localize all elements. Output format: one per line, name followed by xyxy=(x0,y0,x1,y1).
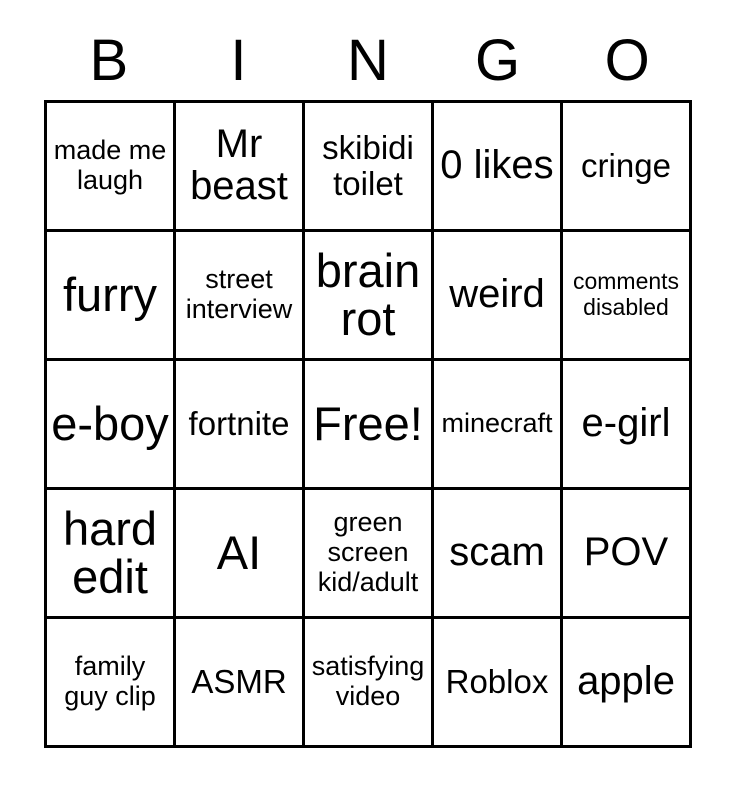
bingo-row xyxy=(47,490,692,619)
bingo-cell-label: minecraft xyxy=(441,408,553,439)
bingo-cell[interactable] xyxy=(563,490,692,619)
bingo-cell-label: hard edit xyxy=(62,502,158,603)
bingo-cell[interactable] xyxy=(176,619,305,748)
bingo-cell-label: scam xyxy=(449,530,545,575)
bingo-cell[interactable] xyxy=(47,490,176,619)
bingo-cell-label: 0 likes xyxy=(440,143,554,188)
bingo-cell[interactable] xyxy=(305,490,434,619)
bingo-cell-label: cringe xyxy=(581,147,671,185)
bingo-cell-label: satisfying video xyxy=(311,651,425,711)
header-letter-g: G xyxy=(475,28,521,93)
bingo-cell-label: Mr beast xyxy=(190,122,288,208)
bingo-cell-label: fortnite xyxy=(188,405,290,443)
bingo-cell[interactable] xyxy=(305,232,434,361)
bingo-cell-label: e-girl xyxy=(581,401,671,446)
bingo-cell-label: Free! xyxy=(313,397,423,451)
header-letter-o: O xyxy=(604,28,650,93)
bingo-cell-label: made me laugh xyxy=(53,135,167,195)
bingo-cell[interactable] xyxy=(305,103,434,232)
bingo-cell-label: street interview xyxy=(185,264,293,324)
bingo-cell[interactable] xyxy=(47,619,176,748)
bingo-cell-label: POV xyxy=(583,530,669,575)
bingo-cell[interactable] xyxy=(176,361,305,490)
bingo-header xyxy=(44,22,692,100)
bingo-cell[interactable] xyxy=(176,490,305,619)
bingo-cell[interactable] xyxy=(434,619,563,748)
bingo-cell-label: family guy clip xyxy=(64,651,156,711)
bingo-cell[interactable] xyxy=(47,232,176,361)
bingo-cell[interactable] xyxy=(47,361,176,490)
bingo-cell[interactable] xyxy=(563,232,692,361)
bingo-cell[interactable] xyxy=(434,103,563,232)
bingo-cell-label: AI xyxy=(216,526,262,580)
bingo-row xyxy=(47,232,692,361)
bingo-cell-label: furry xyxy=(63,268,157,322)
header-letter-n: N xyxy=(347,28,389,93)
bingo-cell-label: green screen kid/adult xyxy=(317,507,419,597)
bingo-cell-label: apple xyxy=(577,659,675,704)
bingo-cell-free[interactable] xyxy=(305,361,434,490)
bingo-cell[interactable] xyxy=(563,103,692,232)
header-letter-b: B xyxy=(89,28,129,93)
bingo-cell-label: e-boy xyxy=(51,397,169,451)
bingo-cell-label: weird xyxy=(449,272,545,317)
bingo-cell[interactable] xyxy=(434,490,563,619)
bingo-cell[interactable] xyxy=(434,361,563,490)
bingo-cell[interactable] xyxy=(176,232,305,361)
bingo-cell-label: skibidi toilet xyxy=(322,129,414,202)
bingo-cell-label: ASMR xyxy=(191,663,287,701)
bingo-row xyxy=(47,361,692,490)
bingo-cell[interactable] xyxy=(47,103,176,232)
bingo-cell[interactable] xyxy=(176,103,305,232)
bingo-cell-label: Roblox xyxy=(445,663,549,701)
bingo-cell[interactable] xyxy=(305,619,434,748)
bingo-row xyxy=(47,103,692,232)
bingo-cell[interactable] xyxy=(563,361,692,490)
bingo-row xyxy=(47,619,692,748)
bingo-cell-label: brain rot xyxy=(315,244,421,345)
bingo-cell[interactable] xyxy=(434,232,563,361)
bingo-cell[interactable] xyxy=(563,619,692,748)
bingo-grid xyxy=(44,100,692,748)
bingo-cell-label: comments disabled xyxy=(572,268,680,320)
header-letter-i: I xyxy=(230,28,247,93)
